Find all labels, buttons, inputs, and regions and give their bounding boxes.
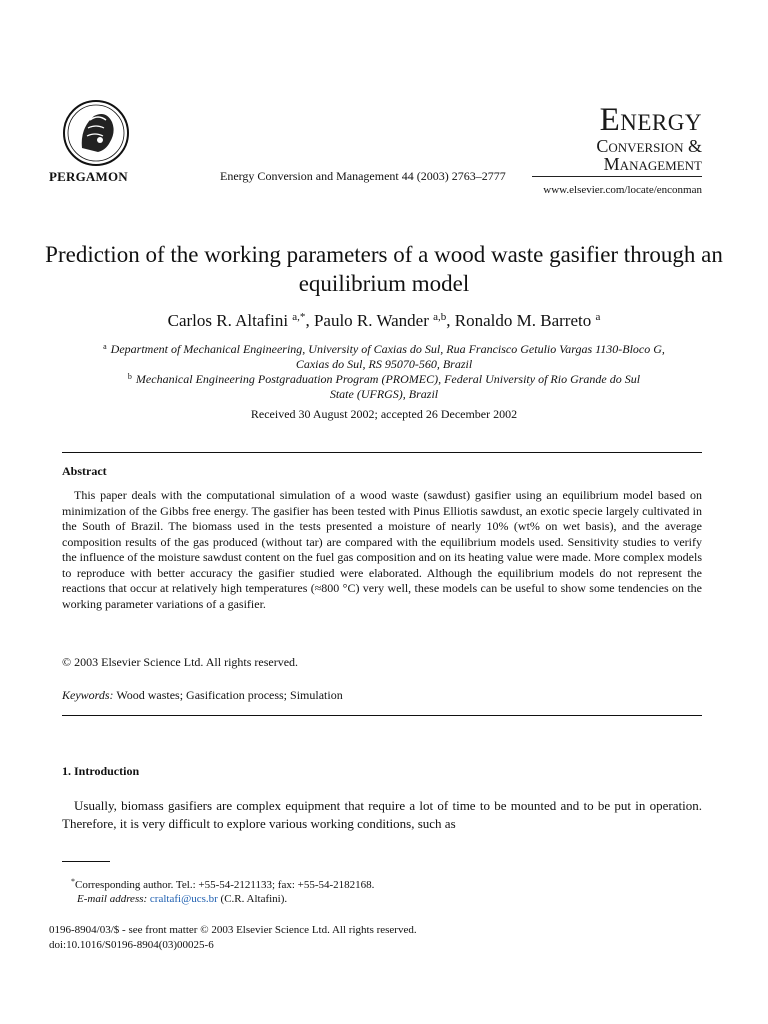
journal-title-management: Management <box>603 154 702 174</box>
issn-line: 0196-8904/03/$ - see front matter © 2003 Elsevier Science Ltd. All rights reserved. <box>49 924 417 936</box>
footnote-email: E-mail address: craltafi@ucs.br (C.R. Altafini). <box>77 893 288 905</box>
footnote-corresponding: *Corresponding author. Tel.: +55-54-2121133; fax: +55-54-2182168. <box>71 877 375 891</box>
journal-title-rule <box>532 176 702 177</box>
author-affiliation-mark: a <box>595 311 601 323</box>
section-heading-introduction: 1. Introduction <box>62 764 140 778</box>
affiliation-a: $^a$ Department of Mechanical Engineering, University of Caxias do Sul, Rua Francisco Getulio Vargas 1130-Bloco G, Caxias do Sul, RS 95070-560, Brazil <box>103 342 665 371</box>
received-dates: Received 30 August 2002; accepted 26 December 2002 <box>250 407 518 421</box>
doi-line: doi:10.1016/S0196-8904(03)00025-6 <box>49 939 214 951</box>
author-name: Paulo R. Wander <box>313 311 429 330</box>
copyright-notice: © 2003 Elsevier Science Ltd. All rights reserved. <box>62 655 299 669</box>
affiliation-b: $^b$ Mechanical Engineering Postgraduation Program (PROMEC), Federal University of Rio Grande do Sul State (UFRGS), Brazil <box>127 372 641 401</box>
keywords: Keywords: Wood wastes; Gasification process; Simulation <box>62 688 343 702</box>
author-list: Carlos R. Altafini $^{a,*}$, Paulo R. Wander $^{a,b}$, Ronaldo M. Barreto $^a$ <box>167 311 601 330</box>
email-link[interactable]: craltafi@ucs.br <box>149 893 218 905</box>
abstract-body: This paper deals with the computational simulation of a wood waste (sawdust) gasifier using an equilibrium model based on minimization of the Gibbs free energy. The gasifier has been tested with Pinus Elliotis sawdust, an exotic specie largely cultivated in the South of Brazil. The biomass used in the tests presented a moisture of nearly 10% (wt% on wet basis), and the average composition results of the gas produced (without tar) are compared with the equilibrium models used. Sensitivity studies to verify the influence of the moisture sawdust content on the fuel gas composition and on its heating value were made. More complex models to reproduce with better accuracy the gasifier studied were elaborated. Although the equilibrium models do not represent the reactions that occur at relatively high temperatures (≈800 °C) very well, these models can be useful to show some tendencies on the working parameter variations of a gasifier. <box>62 488 702 611</box>
author-name: Carlos R. Altafini <box>167 311 289 330</box>
publisher-name: PERGAMON <box>49 169 128 184</box>
footnote-rule <box>62 861 110 862</box>
journal-title-energy: Energy <box>599 102 702 138</box>
journal-title-conversion: Conversion & <box>596 136 702 156</box>
elsevier-tree-logo-icon <box>60 98 132 168</box>
article-title: Prediction of the working parameters of a wood waste gasifier through an equilibrium model <box>45 242 723 296</box>
author-name: Ronaldo M. Barreto <box>454 311 592 330</box>
journal-url-link[interactable]: www.elsevier.com/locate/enconman <box>543 184 702 196</box>
journal-citation: Energy Conversion and Management 44 (2003) 2763–2777 <box>220 169 506 183</box>
abstract-heading: Abstract <box>62 464 107 478</box>
author-affiliation-mark: a,b <box>433 311 447 323</box>
introduction-body: Usually, biomass gasifiers are complex equipment that require a lot of time to be mounted and to be put in operation. Therefore, it is very difficult to explore various working conditions, such as <box>62 798 702 831</box>
divider-top <box>62 452 702 453</box>
author-affiliation-mark: a,* <box>292 311 306 323</box>
divider-bottom <box>62 715 702 716</box>
